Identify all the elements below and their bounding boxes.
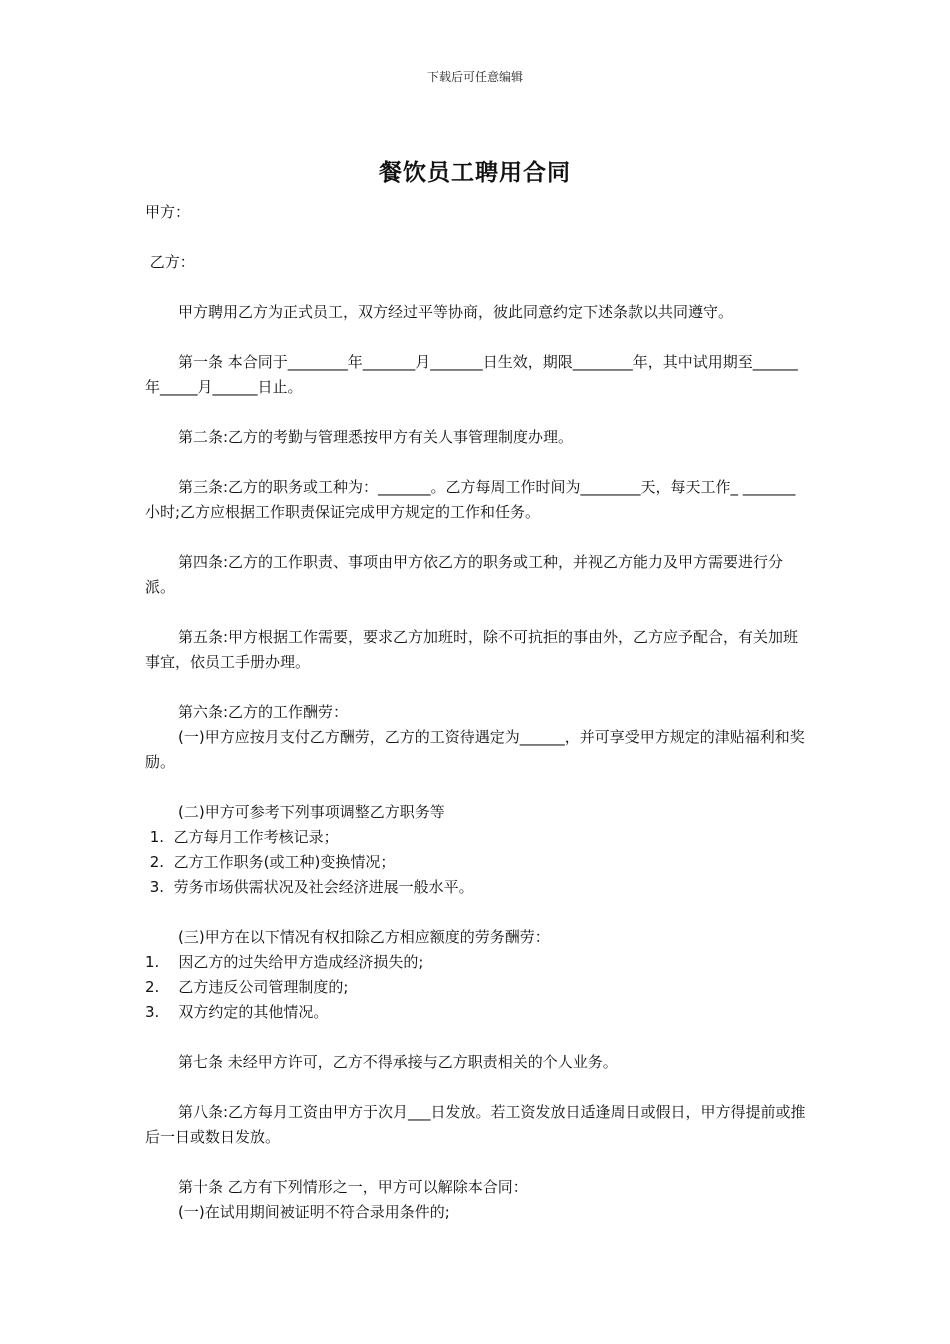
header-note: 下载后可任意编辑 bbox=[426, 70, 523, 84]
article-8: 第八条:乙方每月工资由甲方于次月___日发放。若工资发放日适逢周日或假日，甲方得提前或推后一日或数日发放。 bbox=[145, 1103, 806, 1146]
article-1: 第一条 本合同于________年_______月_______日生效，期限________年，其中试用期至______年_____月______日止。 bbox=[145, 353, 798, 396]
article-7: 第七条 未经甲方许可，乙方不得承接与乙方职责相关的个人业务。 bbox=[178, 1053, 618, 1071]
article-6-clause-2-title: (二)甲方可参考下列事项调整乙方职务等 bbox=[178, 803, 445, 821]
article-6-title: 第六条:乙方的工作酬劳： bbox=[178, 703, 349, 721]
party-a-label: 甲方： bbox=[145, 203, 191, 221]
list-item: 3. 劳务市场供需状况及社会经济进展一般水平。 bbox=[145, 878, 474, 896]
list-item: 2. 乙方违反公司管理制度的; bbox=[145, 978, 349, 996]
contract-body bbox=[145, 200, 810, 1225]
article-6-clause-3-title: (三)甲方在以下情况有权扣除乙方相应额度的劳务酬劳： bbox=[178, 928, 550, 946]
document-title: 餐饮员工聘用合同 bbox=[379, 160, 571, 186]
article-2: 第二条:乙方的考勤与管理悉按甲方有关人事管理制度办理。 bbox=[178, 428, 574, 446]
list-item: 3. 双方约定的其他情况。 bbox=[145, 1003, 329, 1021]
article-4: 第四条:乙方的工作职责、事项由甲方依乙方的职务或工种，并视乙方能力及甲方需要进行分派。 bbox=[145, 553, 784, 596]
article-10-item-1: (一)在试用期间被证明不符合录用条件的; bbox=[178, 1203, 450, 1221]
article-3: 第三条:乙方的职务或工种为：_______。乙方每周工作时间为________天，每天工作_ _______小时;乙方应根据工作职责保证完成甲方规定的工作和任务。 bbox=[145, 478, 796, 521]
article-6-clause-1: (一)甲方应按月支付乙方酬劳，乙方的工资待遇定为______，并可享受甲方规定的津贴福利和奖励。 bbox=[145, 728, 805, 771]
intro-paragraph: 甲方聘用乙方为正式员工，双方经过平等协商，彼此同意约定下述条款以共同遵守。 bbox=[178, 303, 734, 321]
list-item: 1. 乙方每月工作考核记录； bbox=[145, 828, 339, 846]
list-item: 1. 因乙方的过失给甲方造成经济损失的; bbox=[145, 953, 424, 971]
party-b-label: 乙方： bbox=[145, 253, 195, 271]
article-5: 第五条:甲方根据工作需要，要求乙方加班时，除不可抗拒的事由外，乙方应予配合，有关加班事宜，依员工手册办理。 bbox=[145, 628, 799, 671]
list-item: 2. 乙方工作职务(或工种)变换情况； bbox=[145, 853, 396, 871]
article-10-title: 第十条 乙方有下列情形之一，甲方可以解除本合同： bbox=[178, 1178, 528, 1196]
